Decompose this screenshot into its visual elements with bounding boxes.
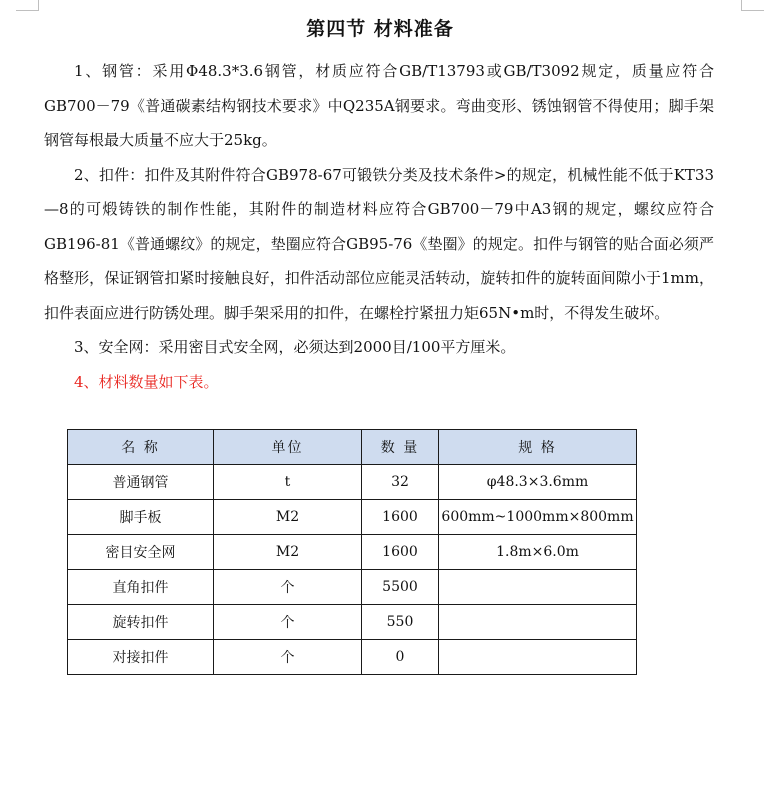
cell-quantity: 1600 xyxy=(362,535,439,570)
section-title: 第四节 材料准备 xyxy=(306,18,454,40)
cell-quantity: 550 xyxy=(362,605,439,640)
table-row xyxy=(68,570,637,605)
cell-spec xyxy=(439,570,637,605)
cell-name: 脚手板 xyxy=(68,500,214,535)
table-row xyxy=(68,605,637,640)
cell-unit: 个 xyxy=(214,605,362,640)
paragraph-safety-net: 3、安全网：采用密目式安全网，必须达到2000目/100平方厘米。 xyxy=(74,338,516,356)
cell-name: 密目安全网 xyxy=(68,535,214,570)
cell-spec: φ48.3×3.6mm xyxy=(439,465,637,500)
cell-name: 对接扣件 xyxy=(68,640,214,675)
cell-unit: M2 xyxy=(214,535,362,570)
paragraph-steel-pipe: 1、钢管：采用Φ48.3*3.6钢管，材质应符合GB/T13793或GB/T3092规定，质量应符合GB700－79《普通碳素结构钢技术要求》中Q235A钢要求。弯曲变形、锈蚀钢管不得使用；脚手架钢管每根最大质量不应大于25kg。 xyxy=(44,62,714,149)
header-quantity: 数 量 xyxy=(362,430,439,465)
cell-quantity: 0 xyxy=(362,640,439,675)
header-unit: 单位 xyxy=(214,430,362,465)
cell-spec: 1.8m×6.0m xyxy=(439,535,637,570)
cell-quantity: 1600 xyxy=(362,500,439,535)
cell-unit: M2 xyxy=(214,500,362,535)
header-name: 名 称 xyxy=(68,430,214,465)
materials-table xyxy=(67,429,637,675)
cell-spec xyxy=(439,605,637,640)
cell-spec: 600mm~1000mm×800mm xyxy=(439,500,637,535)
paragraph-table-intro: 4、材料数量如下表。 xyxy=(74,372,219,391)
cell-unit: t xyxy=(214,465,362,500)
cell-quantity: 5500 xyxy=(362,570,439,605)
cell-spec xyxy=(439,640,637,675)
page-corner-mark-right xyxy=(741,0,764,11)
table-row xyxy=(68,500,637,535)
header-spec: 规 格 xyxy=(439,430,637,465)
table-row xyxy=(68,535,637,570)
cell-quantity: 32 xyxy=(362,465,439,500)
page-corner-mark-left xyxy=(16,0,39,11)
cell-name: 普通钢管 xyxy=(68,465,214,500)
cell-unit: 个 xyxy=(214,570,362,605)
document-body xyxy=(44,54,714,399)
paragraph-fasteners: 2、扣件：扣件及其附件符合GB978-67可锻铁分类及技术条件>的规定，机械性能不低于KT33—8的可煅铸铁的制作性能，其附件的制造材料应符合GB700－79中A3钢的规定，螺纹应符合GB196-81《普通螺纹》的规定，垫圈应符合GB95-76《垫圈》的规定。扣件与钢管的贴合面必须严格整形，保证钢管扣紧时接触良好，扣件活动部位应能灵活转动，旋转扣件的旋转面间隙小于1mm，扣件表面应进行防锈处理。脚手架采用的扣件，在螺栓拧紧扭力矩65N•m时，不得发生破坏。 xyxy=(44,165,714,322)
cell-name: 直角扣件 xyxy=(68,570,214,605)
table-row xyxy=(68,465,637,500)
cell-name: 旋转扣件 xyxy=(68,605,214,640)
table-header-row xyxy=(68,430,637,465)
table-row xyxy=(68,640,637,675)
cell-unit: 个 xyxy=(214,640,362,675)
